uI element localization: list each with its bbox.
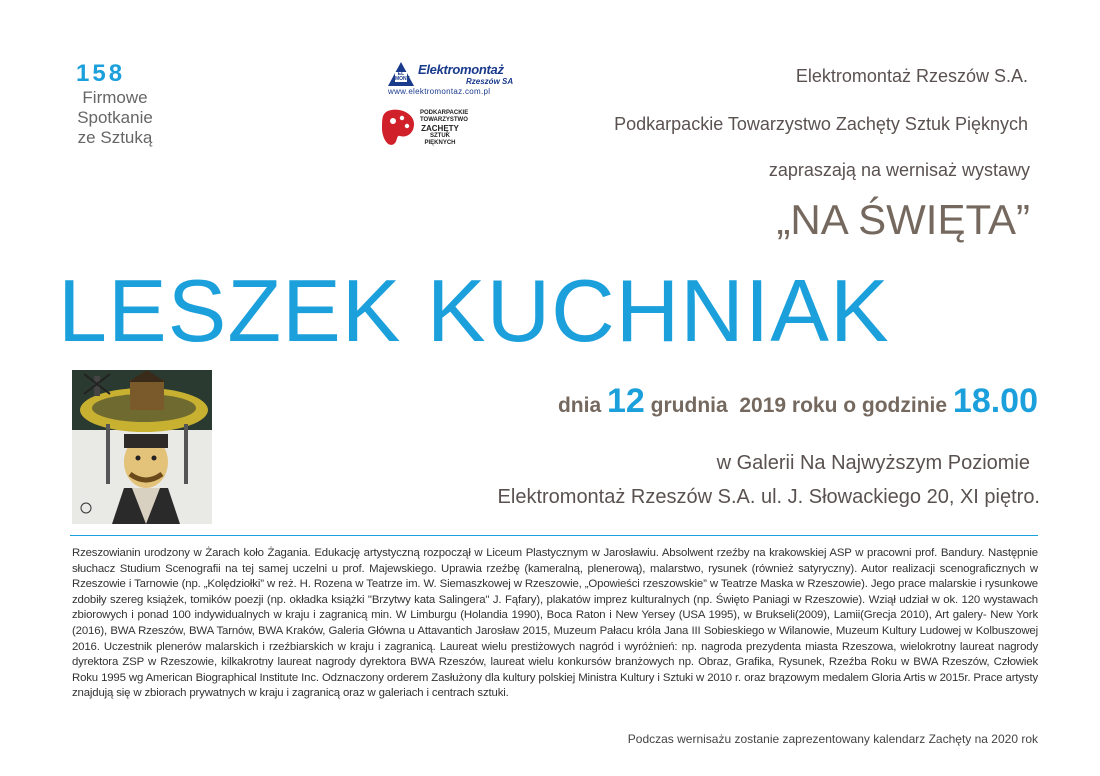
ptzsp-logo [380, 108, 490, 150]
date-day: 12 [607, 382, 645, 420]
logo-badge: EL MONT [395, 71, 410, 82]
series-line: ze Sztuką [77, 128, 153, 147]
artist-bio: Rzeszowianin urodzony w Żarach koło Żagania. Edukację artystyczną rozpoczął w Liceum Plastycznym w Jarosławiu. Absolwent rzeźby na krakowskiej ASP w pracowni prof. Bandury. Następnie słuchacz Studium Scenografii na tej samej uczelni u prof. Majewskiego. Uprawia rzeźbę (kameralną, plenerową), malarstwo, rysunek (również satyryczny). Autor realizacji scenograficznych w Rzeszowie i Tarnowie (np. „Kolędziołki” w reż. H. Rozena w Teatrze im. W. Siemaszkowej w Rzeszowie, „Opowieści rzeszowskie” w Teatrze Maska w Rzeszowie). Jego prace malarskie i rysunkowe zdobiły szereg książek, tomików poezji (np. okładka książki "Brzytwy kata Salingera" J. Fąfary), plakatów imprez kulturalnych (np. Święto Paniagi w Rzeszowie). Wziął udział w ok. 120 wystawach zbiorowych i ponad 100 indywidualnych w kraju i zagranicą min. W Limburgu (Holandia 1990), Boca Raton i New Yersey (USA 1995), w Brukseli(2009), Lamii(Grecja 2010), Art galery- New York (2016), BWA Rzeszów, BWA Tarnów, BWA Kraków, Galeria Główna u Attavantich Jarosław 2015, Muzeum Pałacu króla Jana III Sobieskiego w Wilanowie, Muzeum Kultury Ludowej w Kolbuszowej 2016. Uczestnik plenerów malarskich i rzeźbiarskich w kraju i zagranicą. Laureat wielu prestiżowych nagród i wyróżnień: np. nagroda prezydenta miasta Rzeszowa, wielokrotny laureat nagrody dyrektora ZSP w Rzeszowie, kilkakrotny laureat nagrody dyrektora BWA Rzeszów, laureat wielu konkursów branżowych np. Obraz, Grafika, Rysunek, Rzeźba Roku w BWA Rzeszów, Człowiek Roku 1995 wg American Biographical Institute Inc. Odznaczony orderem Zasłużony dla kultury polskiej Ministra Kultury i Sztuki w 2010 r. oraz brązowym medalem Gloria Artis w 2015r. Prace artysty znajdują się w zbiorach prywatnych w kraju i zagranicą oraz w galeriach i centrach sztuki. [72, 547, 1038, 700]
series-line: Firmowe [82, 88, 148, 107]
logo-url: www.elektromontaz.com.pl [388, 87, 491, 96]
divider [70, 535, 1038, 536]
ptzsp-line: SZTUK PIĘKNYCH [424, 133, 456, 146]
series-line: Spotkanie [77, 108, 153, 127]
organizer-2: Podkarpackie Towarzystwo Zachęty Sztuk Pięknych [614, 114, 1028, 134]
series-number: 158 [76, 60, 126, 87]
organizer-1: Elektromontaż Rzeszów S.A. [795, 66, 1028, 86]
ptzsp-logo-text [420, 110, 469, 147]
address: Elektromontaż Rzeszów S.A. ul. J. Słowackiego 20, XI piętro. [497, 486, 1040, 508]
invitation-text: zapraszają na wernisaż wystawy [768, 160, 1030, 180]
logo-subtitle: Rzeszów SA [466, 77, 514, 86]
artist-name: LESZEK KUCHNIAK [58, 261, 890, 360]
logo-name: Elektromontaż [418, 62, 504, 77]
date-year: 2019 roku o godzinie [739, 394, 948, 417]
date-line [360, 382, 1038, 421]
date-time: 18.00 [952, 382, 1038, 420]
footer-note: Podczas wernisażu zostanie zaprezentowany kalendarz Zachęty na 2020 rok [627, 732, 1038, 746]
date-prefix: dnia [557, 394, 602, 417]
series-label [60, 88, 170, 148]
painting-image [72, 370, 212, 524]
date-month: grudnia [650, 394, 728, 417]
ptzsp-line: TOWARZYSTWO [420, 117, 468, 123]
ptzsp-line: ZACHĘTY [421, 124, 459, 133]
ptzsp-line: PODKARPACKIE [420, 110, 469, 116]
venue: w Galerii Na Najwyższym Poziomie [716, 452, 1030, 474]
elektromontaz-logo [388, 60, 538, 100]
palette-logo-icon [380, 108, 418, 148]
exhibition-title: „NA ŚWIĘTA” [776, 196, 1030, 243]
